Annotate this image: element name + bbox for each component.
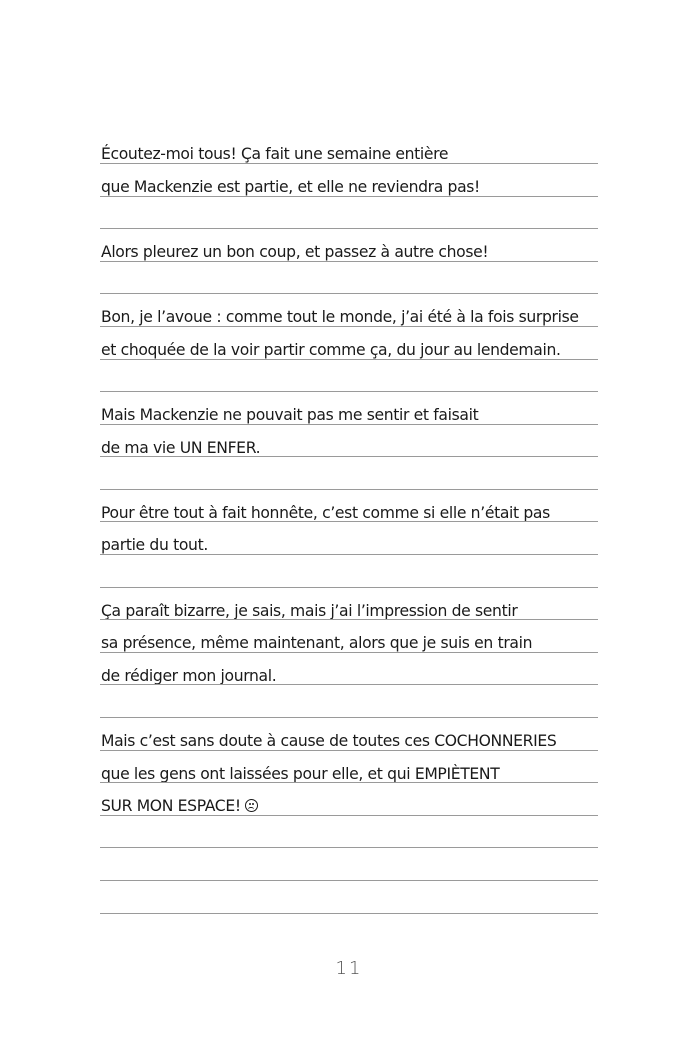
blank-journal-line: [100, 263, 598, 296]
ruled-line: [100, 913, 598, 915]
journal-line-text: [101, 310, 579, 326]
journal-line: [100, 784, 598, 817]
line-text: sa présence, même maintenant, alors que je suis en train: [101, 634, 533, 653]
line-text: que les gens ont laissées pour elle, et qui EMPIÈTENT: [101, 764, 500, 783]
line-text: de rédiger mon journal.: [101, 666, 277, 685]
journal-line: [100, 589, 598, 622]
journal-line-text: [101, 799, 258, 815]
blank-journal-line: [100, 556, 598, 589]
journal-line-text: [101, 340, 561, 359]
journal-line: [100, 132, 598, 165]
journal-line-text: [101, 147, 448, 163]
blank-journal-line: [100, 361, 598, 394]
line-text: Bon, je l’avoue : comme tout le monde, j’ai été à la fois surprise: [101, 308, 579, 327]
journal-line-text: [101, 764, 500, 783]
line-text: Pour être tout à fait honnête, c’est comme si elle n’était pas: [101, 503, 550, 522]
line-text: Mais c’est sans doute à cause de toutes ces COCHONNERIES: [101, 732, 557, 750]
journal-line: [100, 328, 598, 361]
journal-line-text: [101, 177, 480, 196]
journal-line-text: [101, 636, 532, 652]
blank-journal-line: [100, 849, 598, 882]
blank-journal-line: [100, 686, 598, 719]
line-text: partie du tout.: [101, 536, 208, 555]
journal-line: [100, 165, 598, 198]
frown-face-icon: [245, 799, 258, 812]
journal-line-text: [101, 245, 488, 261]
journal-line: [100, 393, 598, 426]
line-text: Mais Mackenzie ne pouvait pas me sentir et faisait: [101, 406, 479, 425]
journal-line: [100, 426, 598, 459]
line-text: de ma vie UN ENFER.: [101, 438, 261, 457]
journal-line: [100, 523, 598, 556]
line-text: SUR MON ESPACE!: [101, 797, 241, 816]
journal-line: [100, 491, 598, 524]
journal-line: [100, 654, 598, 687]
journal-line: [100, 752, 598, 785]
blank-journal-line: [100, 882, 598, 915]
journal-line-text: [101, 503, 550, 522]
blank-journal-line: [100, 817, 598, 850]
blank-journal-line: [100, 458, 598, 491]
journal-line: [100, 719, 598, 752]
line-text: Ça paraît bizarre, je sais, mais j’ai l’impression de sentir: [101, 601, 518, 620]
journal-line-text: [101, 734, 556, 750]
journal-line: [100, 621, 598, 654]
journal-line: [100, 295, 598, 328]
page-number: 11: [335, 958, 363, 979]
line-text: et choquée de la voir partir comme ça, du jour au lendemain.: [101, 340, 561, 359]
line-text: que Mackenzie est partie, et elle ne reviendra pas!: [101, 177, 480, 196]
blank-journal-line: [100, 198, 598, 231]
journal-line-text: [101, 538, 208, 554]
line-text: Alors pleurez un bon coup, et passez à autre chose!: [101, 243, 489, 262]
journal-line: [100, 230, 598, 263]
journal-line-text: [101, 601, 518, 620]
line-text: Écoutez-moi tous! Ça fait une semaine entière: [101, 145, 449, 164]
frown-mouth: [248, 807, 254, 812]
journal-line-text: [101, 408, 478, 424]
journal-line-text: [101, 666, 277, 685]
journal-line-text: [101, 438, 261, 457]
